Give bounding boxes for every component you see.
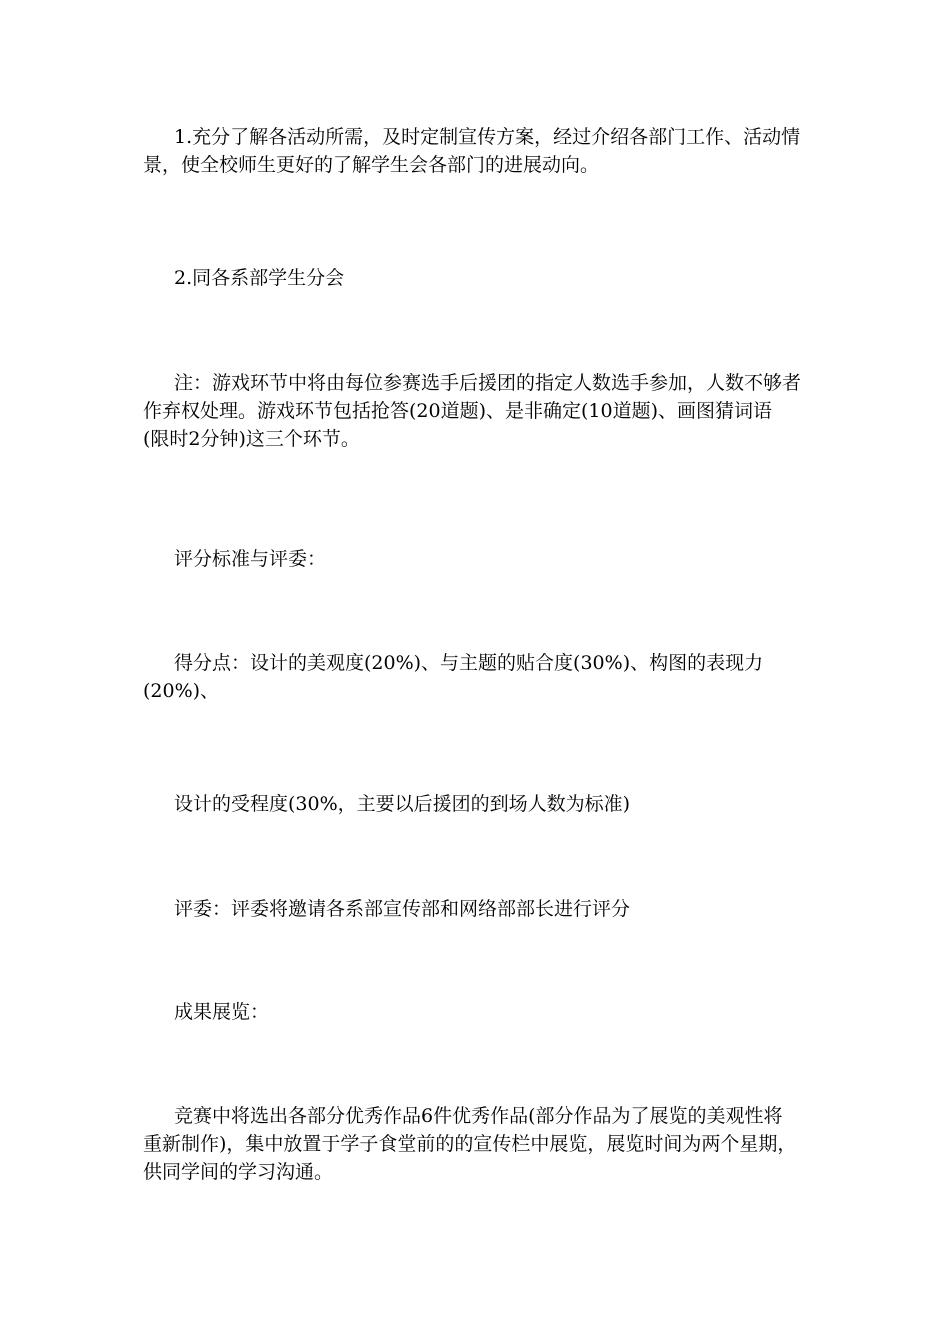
paragraph-line: 2.同各系部学生分会 (174, 267, 345, 289)
paragraph-scoring-points (143, 649, 813, 705)
paragraph-goal-1 (143, 123, 813, 179)
paragraph-line: 1.充分了解各活动所需，及时定制宣传方案，经过介绍各部门工作、活动情 (174, 126, 801, 148)
paragraph-line: 注：游戏环节中将由每位参赛选手后援团的指定人数选手参加，人数不够者 (174, 372, 802, 394)
paragraph-line: 作弃权处理。游戏环节包括抢答(20道题)、是非确定(10道题)、画图猜词语 (143, 400, 773, 422)
paragraph-line: 得分点：设计的美观度(20%)、与主题的贴合度(30%)、构图的表现力 (174, 652, 764, 674)
paragraph-line: 重新制作)，集中放置于学子食堂前的的宣传栏中展览，展览时间为两个星期， (143, 1133, 797, 1155)
paragraph-line: 成果展览： (174, 1001, 270, 1023)
paragraph-line: 景，使全校师生更好的了解学生会各部门的进展动向。 (143, 154, 600, 176)
paragraph-scoring-popularity (143, 790, 813, 818)
paragraph-judges (143, 895, 813, 923)
paragraph-line: 评委：评委将邀请各系部宣传部和网络部部长进行评分 (174, 898, 631, 920)
paragraph-exhibition-details (143, 1102, 813, 1186)
paragraph-goal-2 (143, 264, 813, 292)
paragraph-exhibition-heading (143, 998, 813, 1026)
paragraph-line: (20%)、 (143, 680, 220, 702)
paragraph-line: 设计的受程度(30%，主要以后援团的到场人数为标准) (174, 793, 631, 815)
paragraph-game-note (143, 369, 813, 453)
paragraph-line: 供同学间的学习沟通。 (143, 1161, 334, 1183)
paragraph-line: 评分标准与评委： (174, 548, 327, 570)
paragraph-line: (限时2分钟)这三个环节。 (143, 428, 360, 450)
paragraph-line: 竞赛中将选出各部分优秀作品6件优秀作品(部分作品为了展览的美观性将 (174, 1105, 783, 1127)
paragraph-scoring-heading (143, 545, 813, 573)
